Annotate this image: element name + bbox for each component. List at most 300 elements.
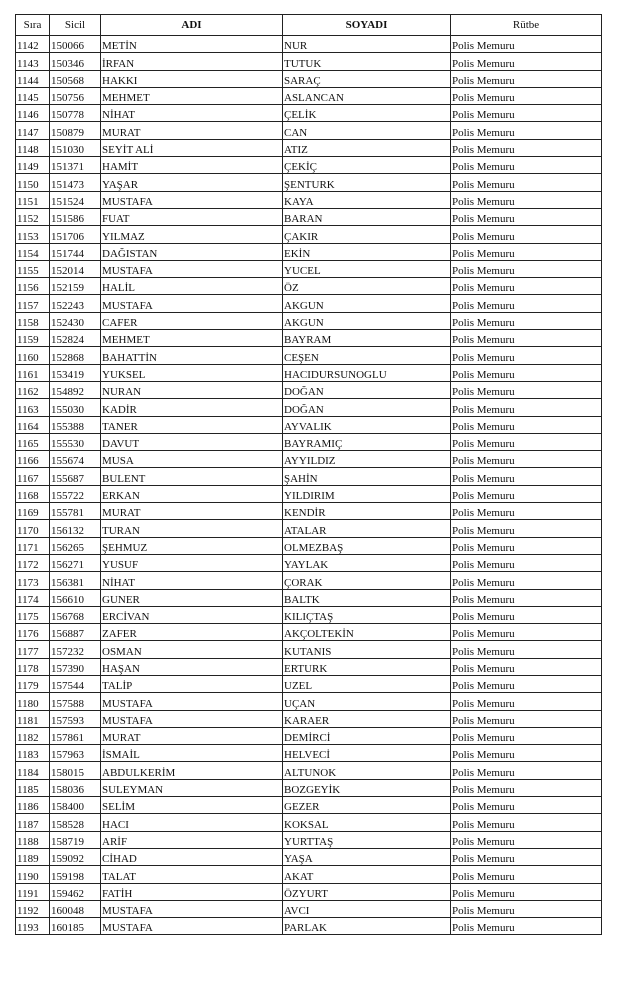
table-row — [16, 797, 602, 814]
cell-sira: 1158 — [16, 312, 50, 329]
cell-rutbe: Polis Memuru — [451, 243, 602, 260]
cell-sicil: 159198 — [50, 866, 101, 883]
cell-sira: 1167 — [16, 468, 50, 485]
cell-sicil: 150778 — [50, 105, 101, 122]
cell-soyadi: BALTK — [283, 589, 451, 606]
table-row — [16, 70, 602, 87]
cell-adi: SELİM — [101, 797, 283, 814]
cell-rutbe: Polis Memuru — [451, 485, 602, 502]
table-row — [16, 883, 602, 900]
cell-adi: MUSTAFA — [101, 918, 283, 935]
cell-sira: 1191 — [16, 883, 50, 900]
cell-sira: 1147 — [16, 122, 50, 139]
cell-soyadi: HELVECİ — [283, 745, 451, 762]
cell-rutbe: Polis Memuru — [451, 226, 602, 243]
cell-rutbe: Polis Memuru — [451, 503, 602, 520]
cell-rutbe: Polis Memuru — [451, 624, 602, 641]
cell-rutbe: Polis Memuru — [451, 710, 602, 727]
table-row — [16, 520, 602, 537]
cell-sira: 1188 — [16, 831, 50, 848]
cell-sira: 1150 — [16, 174, 50, 191]
cell-sira: 1189 — [16, 848, 50, 865]
cell-sicil: 151473 — [50, 174, 101, 191]
cell-sira: 1193 — [16, 918, 50, 935]
cell-adi: BAHATTİN — [101, 347, 283, 364]
table-row — [16, 451, 602, 468]
cell-soyadi: TUTUK — [283, 53, 451, 70]
cell-adi: NURAN — [101, 381, 283, 398]
table-row — [16, 485, 602, 502]
cell-sira: 1186 — [16, 797, 50, 814]
cell-adi: TANER — [101, 416, 283, 433]
cell-adi: NİHAT — [101, 572, 283, 589]
cell-sira: 1166 — [16, 451, 50, 468]
cell-rutbe: Polis Memuru — [451, 191, 602, 208]
table-row — [16, 416, 602, 433]
cell-sicil: 160185 — [50, 918, 101, 935]
cell-sicil: 157861 — [50, 727, 101, 744]
cell-rutbe: Polis Memuru — [451, 762, 602, 779]
cell-rutbe: Polis Memuru — [451, 295, 602, 312]
cell-adi: KADİR — [101, 399, 283, 416]
cell-sira: 1157 — [16, 295, 50, 312]
cell-sicil: 158400 — [50, 797, 101, 814]
cell-adi: YUSUF — [101, 554, 283, 571]
cell-rutbe: Polis Memuru — [451, 399, 602, 416]
cell-adi: HALİL — [101, 278, 283, 295]
cell-sira: 1164 — [16, 416, 50, 433]
cell-rutbe: Polis Memuru — [451, 572, 602, 589]
cell-rutbe: Polis Memuru — [451, 745, 602, 762]
table-row — [16, 831, 602, 848]
cell-sira: 1143 — [16, 53, 50, 70]
cell-soyadi: OLMEZBAŞ — [283, 537, 451, 554]
cell-soyadi: ÖZ — [283, 278, 451, 295]
cell-sicil: 150346 — [50, 53, 101, 70]
cell-soyadi: DOĞAN — [283, 381, 451, 398]
cell-soyadi: KILIÇTAŞ — [283, 606, 451, 623]
cell-soyadi: CEŞEN — [283, 347, 451, 364]
cell-rutbe: Polis Memuru — [451, 589, 602, 606]
table-row — [16, 710, 602, 727]
cell-rutbe: Polis Memuru — [451, 260, 602, 277]
cell-adi: ERCİVAN — [101, 606, 283, 623]
cell-sicil: 154892 — [50, 381, 101, 398]
cell-rutbe: Polis Memuru — [451, 87, 602, 104]
cell-soyadi: ŞENTURK — [283, 174, 451, 191]
cell-soyadi: ATIZ — [283, 139, 451, 156]
cell-sicil: 151030 — [50, 139, 101, 156]
cell-soyadi: ÖZYURT — [283, 883, 451, 900]
table-row — [16, 503, 602, 520]
cell-rutbe: Polis Memuru — [451, 606, 602, 623]
table-row — [16, 900, 602, 917]
cell-soyadi: ŞAHİN — [283, 468, 451, 485]
cell-soyadi: UZEL — [283, 675, 451, 692]
cell-soyadi: DEMİRCİ — [283, 727, 451, 744]
cell-adi: FATİH — [101, 883, 283, 900]
cell-soyadi: AYYILDIZ — [283, 451, 451, 468]
cell-sira: 1148 — [16, 139, 50, 156]
cell-adi: İSMAİL — [101, 745, 283, 762]
cell-sira: 1183 — [16, 745, 50, 762]
cell-soyadi: AKGUN — [283, 295, 451, 312]
cell-rutbe: Polis Memuru — [451, 658, 602, 675]
cell-soyadi: DOĞAN — [283, 399, 451, 416]
cell-rutbe: Polis Memuru — [451, 797, 602, 814]
cell-rutbe: Polis Memuru — [451, 139, 602, 156]
header-sicil: Sicil — [50, 15, 101, 36]
roster-sheet — [15, 14, 601, 935]
cell-sira: 1170 — [16, 520, 50, 537]
cell-sira: 1192 — [16, 900, 50, 917]
cell-soyadi: AKÇOLTEKİN — [283, 624, 451, 641]
cell-sicil: 150568 — [50, 70, 101, 87]
cell-soyadi: ATALAR — [283, 520, 451, 537]
cell-rutbe: Polis Memuru — [451, 451, 602, 468]
cell-sicil: 153419 — [50, 364, 101, 381]
cell-sira: 1151 — [16, 191, 50, 208]
cell-soyadi: KENDİR — [283, 503, 451, 520]
table-row — [16, 399, 602, 416]
cell-soyadi: ÇELİK — [283, 105, 451, 122]
header-row — [16, 15, 602, 36]
cell-adi: SEYİT ALİ — [101, 139, 283, 156]
cell-rutbe: Polis Memuru — [451, 105, 602, 122]
table-row — [16, 278, 602, 295]
cell-soyadi: YURTTAŞ — [283, 831, 451, 848]
table-row — [16, 848, 602, 865]
table-row — [16, 243, 602, 260]
cell-rutbe: Polis Memuru — [451, 36, 602, 53]
cell-soyadi: SARAÇ — [283, 70, 451, 87]
cell-sicil: 156265 — [50, 537, 101, 554]
table-row — [16, 762, 602, 779]
cell-sicil: 151744 — [50, 243, 101, 260]
cell-soyadi: AVCI — [283, 900, 451, 917]
cell-rutbe: Polis Memuru — [451, 330, 602, 347]
table-row — [16, 191, 602, 208]
cell-adi: YILMAZ — [101, 226, 283, 243]
table-row — [16, 226, 602, 243]
cell-sira: 1145 — [16, 87, 50, 104]
cell-sicil: 159462 — [50, 883, 101, 900]
header-sira: Sıra — [16, 15, 50, 36]
cell-rutbe: Polis Memuru — [451, 831, 602, 848]
cell-sira: 1161 — [16, 364, 50, 381]
cell-sira: 1180 — [16, 693, 50, 710]
cell-sira: 1169 — [16, 503, 50, 520]
cell-sira: 1142 — [16, 36, 50, 53]
cell-sicil: 156768 — [50, 606, 101, 623]
table-row — [16, 208, 602, 225]
cell-rutbe: Polis Memuru — [451, 70, 602, 87]
table-row — [16, 347, 602, 364]
cell-sira: 1182 — [16, 727, 50, 744]
cell-soyadi: BAYRAM — [283, 330, 451, 347]
cell-rutbe: Polis Memuru — [451, 416, 602, 433]
cell-soyadi: HACIDURSUNOGLU — [283, 364, 451, 381]
cell-soyadi: EKİN — [283, 243, 451, 260]
cell-soyadi: KAYA — [283, 191, 451, 208]
cell-rutbe: Polis Memuru — [451, 347, 602, 364]
cell-adi: ARİF — [101, 831, 283, 848]
cell-sira: 1184 — [16, 762, 50, 779]
cell-rutbe: Polis Memuru — [451, 779, 602, 796]
cell-sicil: 157232 — [50, 641, 101, 658]
table-row — [16, 468, 602, 485]
cell-adi: CİHAD — [101, 848, 283, 865]
table-row — [16, 157, 602, 174]
cell-rutbe: Polis Memuru — [451, 814, 602, 831]
cell-sicil: 152824 — [50, 330, 101, 347]
cell-sicil: 155781 — [50, 503, 101, 520]
cell-sira: 1165 — [16, 433, 50, 450]
cell-soyadi: YAYLAK — [283, 554, 451, 571]
table-row — [16, 693, 602, 710]
cell-sira: 1162 — [16, 381, 50, 398]
cell-sicil: 155388 — [50, 416, 101, 433]
cell-soyadi: ASLANCAN — [283, 87, 451, 104]
table-row — [16, 572, 602, 589]
cell-adi: TALAT — [101, 866, 283, 883]
cell-adi: MUSTAFA — [101, 295, 283, 312]
cell-rutbe: Polis Memuru — [451, 520, 602, 537]
header-rutbe: Rütbe — [451, 15, 602, 36]
table-row — [16, 330, 602, 347]
cell-sicil: 156610 — [50, 589, 101, 606]
table-row — [16, 624, 602, 641]
table-row — [16, 433, 602, 450]
cell-rutbe: Polis Memuru — [451, 122, 602, 139]
cell-sicil: 157963 — [50, 745, 101, 762]
cell-soyadi: CAN — [283, 122, 451, 139]
cell-soyadi: UÇAN — [283, 693, 451, 710]
cell-soyadi: KARAER — [283, 710, 451, 727]
cell-sicil: 156132 — [50, 520, 101, 537]
cell-soyadi: PARLAK — [283, 918, 451, 935]
cell-rutbe: Polis Memuru — [451, 641, 602, 658]
cell-sicil: 152243 — [50, 295, 101, 312]
cell-soyadi: NUR — [283, 36, 451, 53]
table-row — [16, 866, 602, 883]
cell-rutbe: Polis Memuru — [451, 848, 602, 865]
cell-sira: 1179 — [16, 675, 50, 692]
cell-adi: İRFAN — [101, 53, 283, 70]
table-row — [16, 745, 602, 762]
cell-soyadi: YUCEL — [283, 260, 451, 277]
cell-adi: MUSTAFA — [101, 693, 283, 710]
roster-body — [16, 36, 602, 935]
cell-adi: BULENT — [101, 468, 283, 485]
cell-rutbe: Polis Memuru — [451, 208, 602, 225]
cell-sira: 1187 — [16, 814, 50, 831]
cell-sira: 1163 — [16, 399, 50, 416]
cell-sicil: 155530 — [50, 433, 101, 450]
table-row — [16, 312, 602, 329]
cell-sicil: 155030 — [50, 399, 101, 416]
cell-rutbe: Polis Memuru — [451, 433, 602, 450]
cell-rutbe: Polis Memuru — [451, 537, 602, 554]
table-row — [16, 589, 602, 606]
cell-sira: 1153 — [16, 226, 50, 243]
cell-sira: 1160 — [16, 347, 50, 364]
table-row — [16, 174, 602, 191]
cell-sicil: 151371 — [50, 157, 101, 174]
table-row — [16, 36, 602, 53]
cell-sicil: 150879 — [50, 122, 101, 139]
cell-soyadi: ÇEKİÇ — [283, 157, 451, 174]
cell-rutbe: Polis Memuru — [451, 312, 602, 329]
cell-sicil: 158036 — [50, 779, 101, 796]
cell-adi: ŞEHMUZ — [101, 537, 283, 554]
cell-sicil: 155674 — [50, 451, 101, 468]
cell-sicil: 152014 — [50, 260, 101, 277]
cell-adi: HAŞAN — [101, 658, 283, 675]
cell-sira: 1172 — [16, 554, 50, 571]
table-row — [16, 814, 602, 831]
cell-rutbe: Polis Memuru — [451, 554, 602, 571]
cell-sicil: 151706 — [50, 226, 101, 243]
table-row — [16, 675, 602, 692]
cell-sicil: 156381 — [50, 572, 101, 589]
cell-sira: 1177 — [16, 641, 50, 658]
cell-sicil: 152430 — [50, 312, 101, 329]
cell-adi: GUNER — [101, 589, 283, 606]
cell-sira: 1154 — [16, 243, 50, 260]
cell-rutbe: Polis Memuru — [451, 900, 602, 917]
cell-adi: MURAT — [101, 503, 283, 520]
cell-sicil: 159092 — [50, 848, 101, 865]
cell-soyadi: YILDIRIM — [283, 485, 451, 502]
cell-rutbe: Polis Memuru — [451, 675, 602, 692]
cell-sicil: 156271 — [50, 554, 101, 571]
table-row — [16, 105, 602, 122]
cell-sicil: 152868 — [50, 347, 101, 364]
cell-sira: 1175 — [16, 606, 50, 623]
cell-adi: CAFER — [101, 312, 283, 329]
table-row — [16, 260, 602, 277]
table-row — [16, 537, 602, 554]
cell-sicil: 150756 — [50, 87, 101, 104]
cell-sicil: 152159 — [50, 278, 101, 295]
table-row — [16, 139, 602, 156]
cell-adi: MURAT — [101, 122, 283, 139]
table-row — [16, 364, 602, 381]
cell-sira: 1174 — [16, 589, 50, 606]
cell-sicil: 158719 — [50, 831, 101, 848]
table-row — [16, 87, 602, 104]
cell-sira: 1190 — [16, 866, 50, 883]
cell-soyadi: KUTANIS — [283, 641, 451, 658]
cell-rutbe: Polis Memuru — [451, 918, 602, 935]
cell-adi: MEHMET — [101, 87, 283, 104]
cell-sicil: 151524 — [50, 191, 101, 208]
cell-soyadi: GEZER — [283, 797, 451, 814]
cell-sira: 1144 — [16, 70, 50, 87]
cell-adi: YAŞAR — [101, 174, 283, 191]
cell-adi: MUSTAFA — [101, 900, 283, 917]
cell-adi: NİHAT — [101, 105, 283, 122]
cell-adi: TALİP — [101, 675, 283, 692]
cell-adi: MURAT — [101, 727, 283, 744]
table-row — [16, 295, 602, 312]
cell-rutbe: Polis Memuru — [451, 53, 602, 70]
cell-soyadi: AYVALIK — [283, 416, 451, 433]
cell-sicil: 157593 — [50, 710, 101, 727]
header-adi: ADI — [101, 15, 283, 36]
roster-table — [15, 14, 602, 935]
cell-sira: 1156 — [16, 278, 50, 295]
cell-rutbe: Polis Memuru — [451, 174, 602, 191]
cell-rutbe: Polis Memuru — [451, 727, 602, 744]
cell-adi: MUSA — [101, 451, 283, 468]
cell-adi: SULEYMAN — [101, 779, 283, 796]
table-row — [16, 554, 602, 571]
cell-soyadi: BARAN — [283, 208, 451, 225]
cell-soyadi: YAŞA — [283, 848, 451, 865]
cell-rutbe: Polis Memuru — [451, 278, 602, 295]
cell-rutbe: Polis Memuru — [451, 157, 602, 174]
cell-rutbe: Polis Memuru — [451, 883, 602, 900]
cell-adi: ERKAN — [101, 485, 283, 502]
cell-sicil: 150066 — [50, 36, 101, 53]
cell-soyadi: ALTUNOK — [283, 762, 451, 779]
cell-sicil: 151586 — [50, 208, 101, 225]
cell-sira: 1173 — [16, 572, 50, 589]
cell-adi: MEHMET — [101, 330, 283, 347]
cell-adi: ZAFER — [101, 624, 283, 641]
cell-adi: METİN — [101, 36, 283, 53]
cell-sira: 1146 — [16, 105, 50, 122]
cell-adi: HAMİT — [101, 157, 283, 174]
cell-sira: 1152 — [16, 208, 50, 225]
cell-soyadi: AKAT — [283, 866, 451, 883]
cell-adi: FUAT — [101, 208, 283, 225]
cell-sicil: 156887 — [50, 624, 101, 641]
cell-adi: ABDULKERİM — [101, 762, 283, 779]
cell-rutbe: Polis Memuru — [451, 693, 602, 710]
cell-adi: HAKKI — [101, 70, 283, 87]
cell-sicil: 155722 — [50, 485, 101, 502]
cell-adi: MUSTAFA — [101, 710, 283, 727]
cell-sicil: 157544 — [50, 675, 101, 692]
cell-sira: 1178 — [16, 658, 50, 675]
table-row — [16, 779, 602, 796]
cell-sira: 1149 — [16, 157, 50, 174]
table-row — [16, 658, 602, 675]
cell-adi: MUSTAFA — [101, 260, 283, 277]
cell-adi: DAVUT — [101, 433, 283, 450]
cell-sira: 1181 — [16, 710, 50, 727]
cell-sira: 1185 — [16, 779, 50, 796]
cell-soyadi: BOZGEYİK — [283, 779, 451, 796]
cell-sicil: 157390 — [50, 658, 101, 675]
cell-soyadi: KOKSAL — [283, 814, 451, 831]
cell-sira: 1176 — [16, 624, 50, 641]
cell-adi: OSMAN — [101, 641, 283, 658]
table-row — [16, 918, 602, 935]
table-row — [16, 381, 602, 398]
cell-sicil: 155687 — [50, 468, 101, 485]
table-row — [16, 53, 602, 70]
cell-adi: TURAN — [101, 520, 283, 537]
table-row — [16, 606, 602, 623]
table-row — [16, 122, 602, 139]
cell-sicil: 160048 — [50, 900, 101, 917]
cell-rutbe: Polis Memuru — [451, 364, 602, 381]
cell-sira: 1171 — [16, 537, 50, 554]
